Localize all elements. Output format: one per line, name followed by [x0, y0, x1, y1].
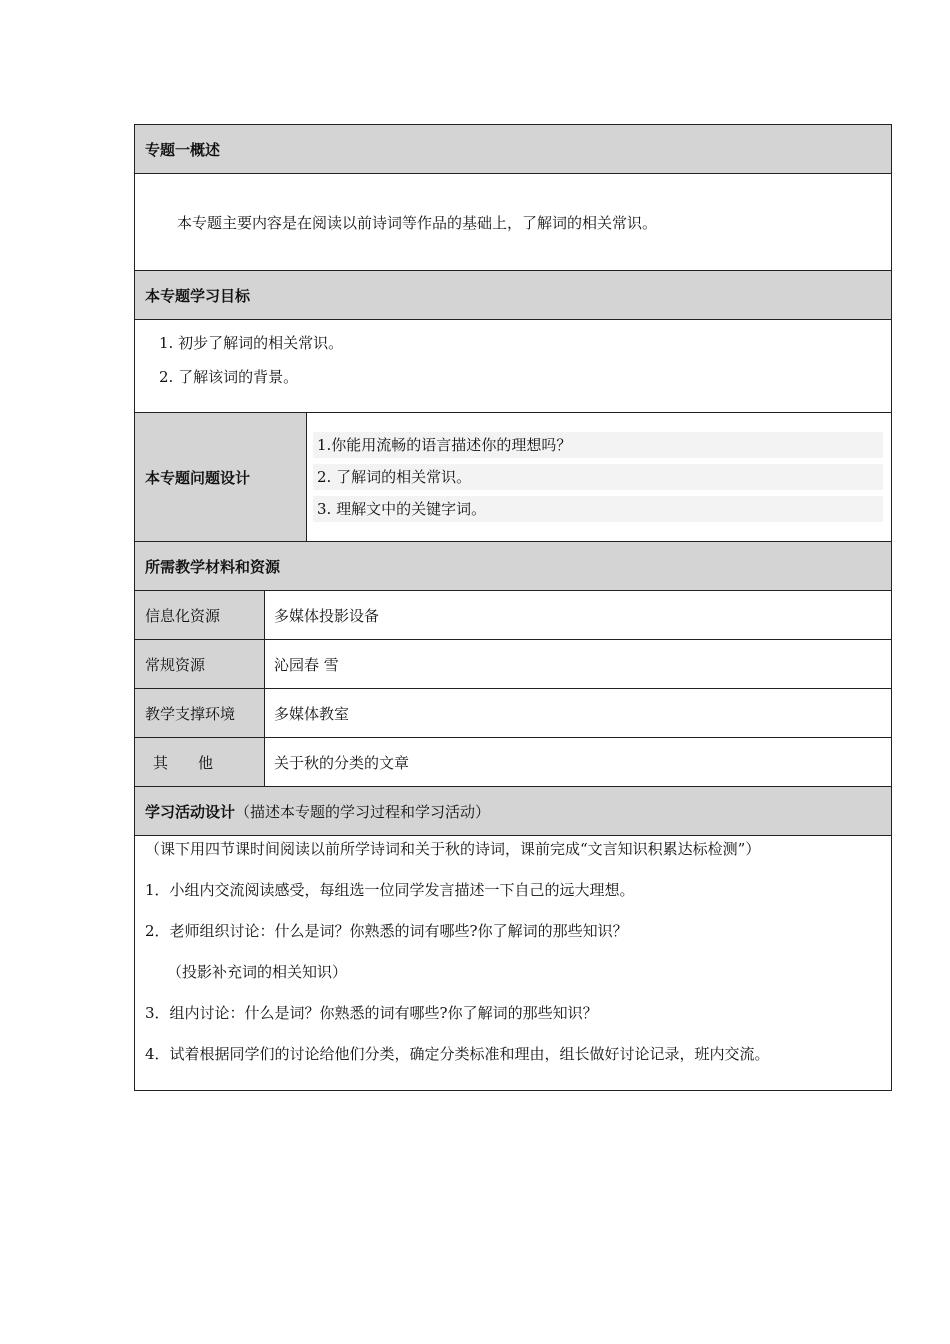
resource-label: 信息化资源 — [135, 591, 265, 640]
activity-line: （投影补充词的相关知识） — [167, 963, 348, 981]
activities-subtitle: （描述本专题的学习过程和学习活动） — [235, 802, 491, 821]
activities-header — [135, 787, 892, 836]
resource-value: 沁园春 雪 — [265, 640, 892, 689]
activity-line: （课下用四节课时间阅读以前所学诗词和关于秋的诗词，课前完成“文言知识积累达标检测”） — [145, 840, 761, 858]
activity-line: 2．老师组织讨论：什么是词？你熟悉的词有哪些?你了解词的那些知识？ — [145, 922, 628, 940]
activity-line: 4．试着根据同学们的讨论给他们分类，确定分类标准和理由，组长做好讨论记录，班内交流。 — [145, 1045, 770, 1063]
goal-item: 2. 了解该词的背景。 — [159, 368, 299, 386]
resource-label: 其 他 — [135, 738, 265, 787]
resource-label: 教学支撑环境 — [135, 689, 265, 738]
goals-body — [135, 320, 892, 413]
goal-item: 1. 初步了解词的相关常识。 — [159, 334, 344, 352]
overview-header — [135, 125, 892, 174]
overview-text: 本专题主要内容是在阅读以前诗词等作品的基础上，了解词的相关常识。 — [177, 213, 658, 232]
goals-title: 本专题学习目标 — [145, 286, 251, 305]
resource-value: 关于秋的分类的文章 — [265, 738, 892, 787]
lesson-plan-document — [134, 124, 891, 1091]
lesson-plan-table — [134, 124, 892, 1091]
activity-line: 3．组内讨论：什么是词？你熟悉的词有哪些?你了解词的那些知识？ — [145, 1004, 598, 1022]
resource-value: 多媒体教室 — [265, 689, 892, 738]
activities-title: 学习活动设计 — [145, 802, 236, 821]
goals-header — [135, 271, 892, 320]
resources-header — [135, 542, 892, 591]
question-item: 1.你能用流畅的语言描述你的理想吗？ — [313, 432, 883, 458]
overview-title: 专题一概述 — [145, 140, 221, 159]
activity-line: 1．小组内交流阅读感受，每组选一位同学发言描述一下自己的远大理想。 — [145, 881, 635, 899]
question-item: 3. 理解文中的关键字词。 — [313, 496, 883, 522]
resource-value: 多媒体投影设备 — [265, 591, 892, 640]
questions-label-cell — [135, 413, 307, 542]
resource-label: 常规资源 — [135, 640, 265, 689]
resources-title: 所需教学材料和资源 — [145, 557, 281, 576]
activities-body — [135, 836, 892, 1091]
questions-title: 本专题问题设计 — [145, 468, 251, 487]
question-item: 2. 了解词的相关常识。 — [313, 464, 883, 490]
overview-body — [135, 174, 892, 271]
questions-body — [307, 413, 892, 542]
